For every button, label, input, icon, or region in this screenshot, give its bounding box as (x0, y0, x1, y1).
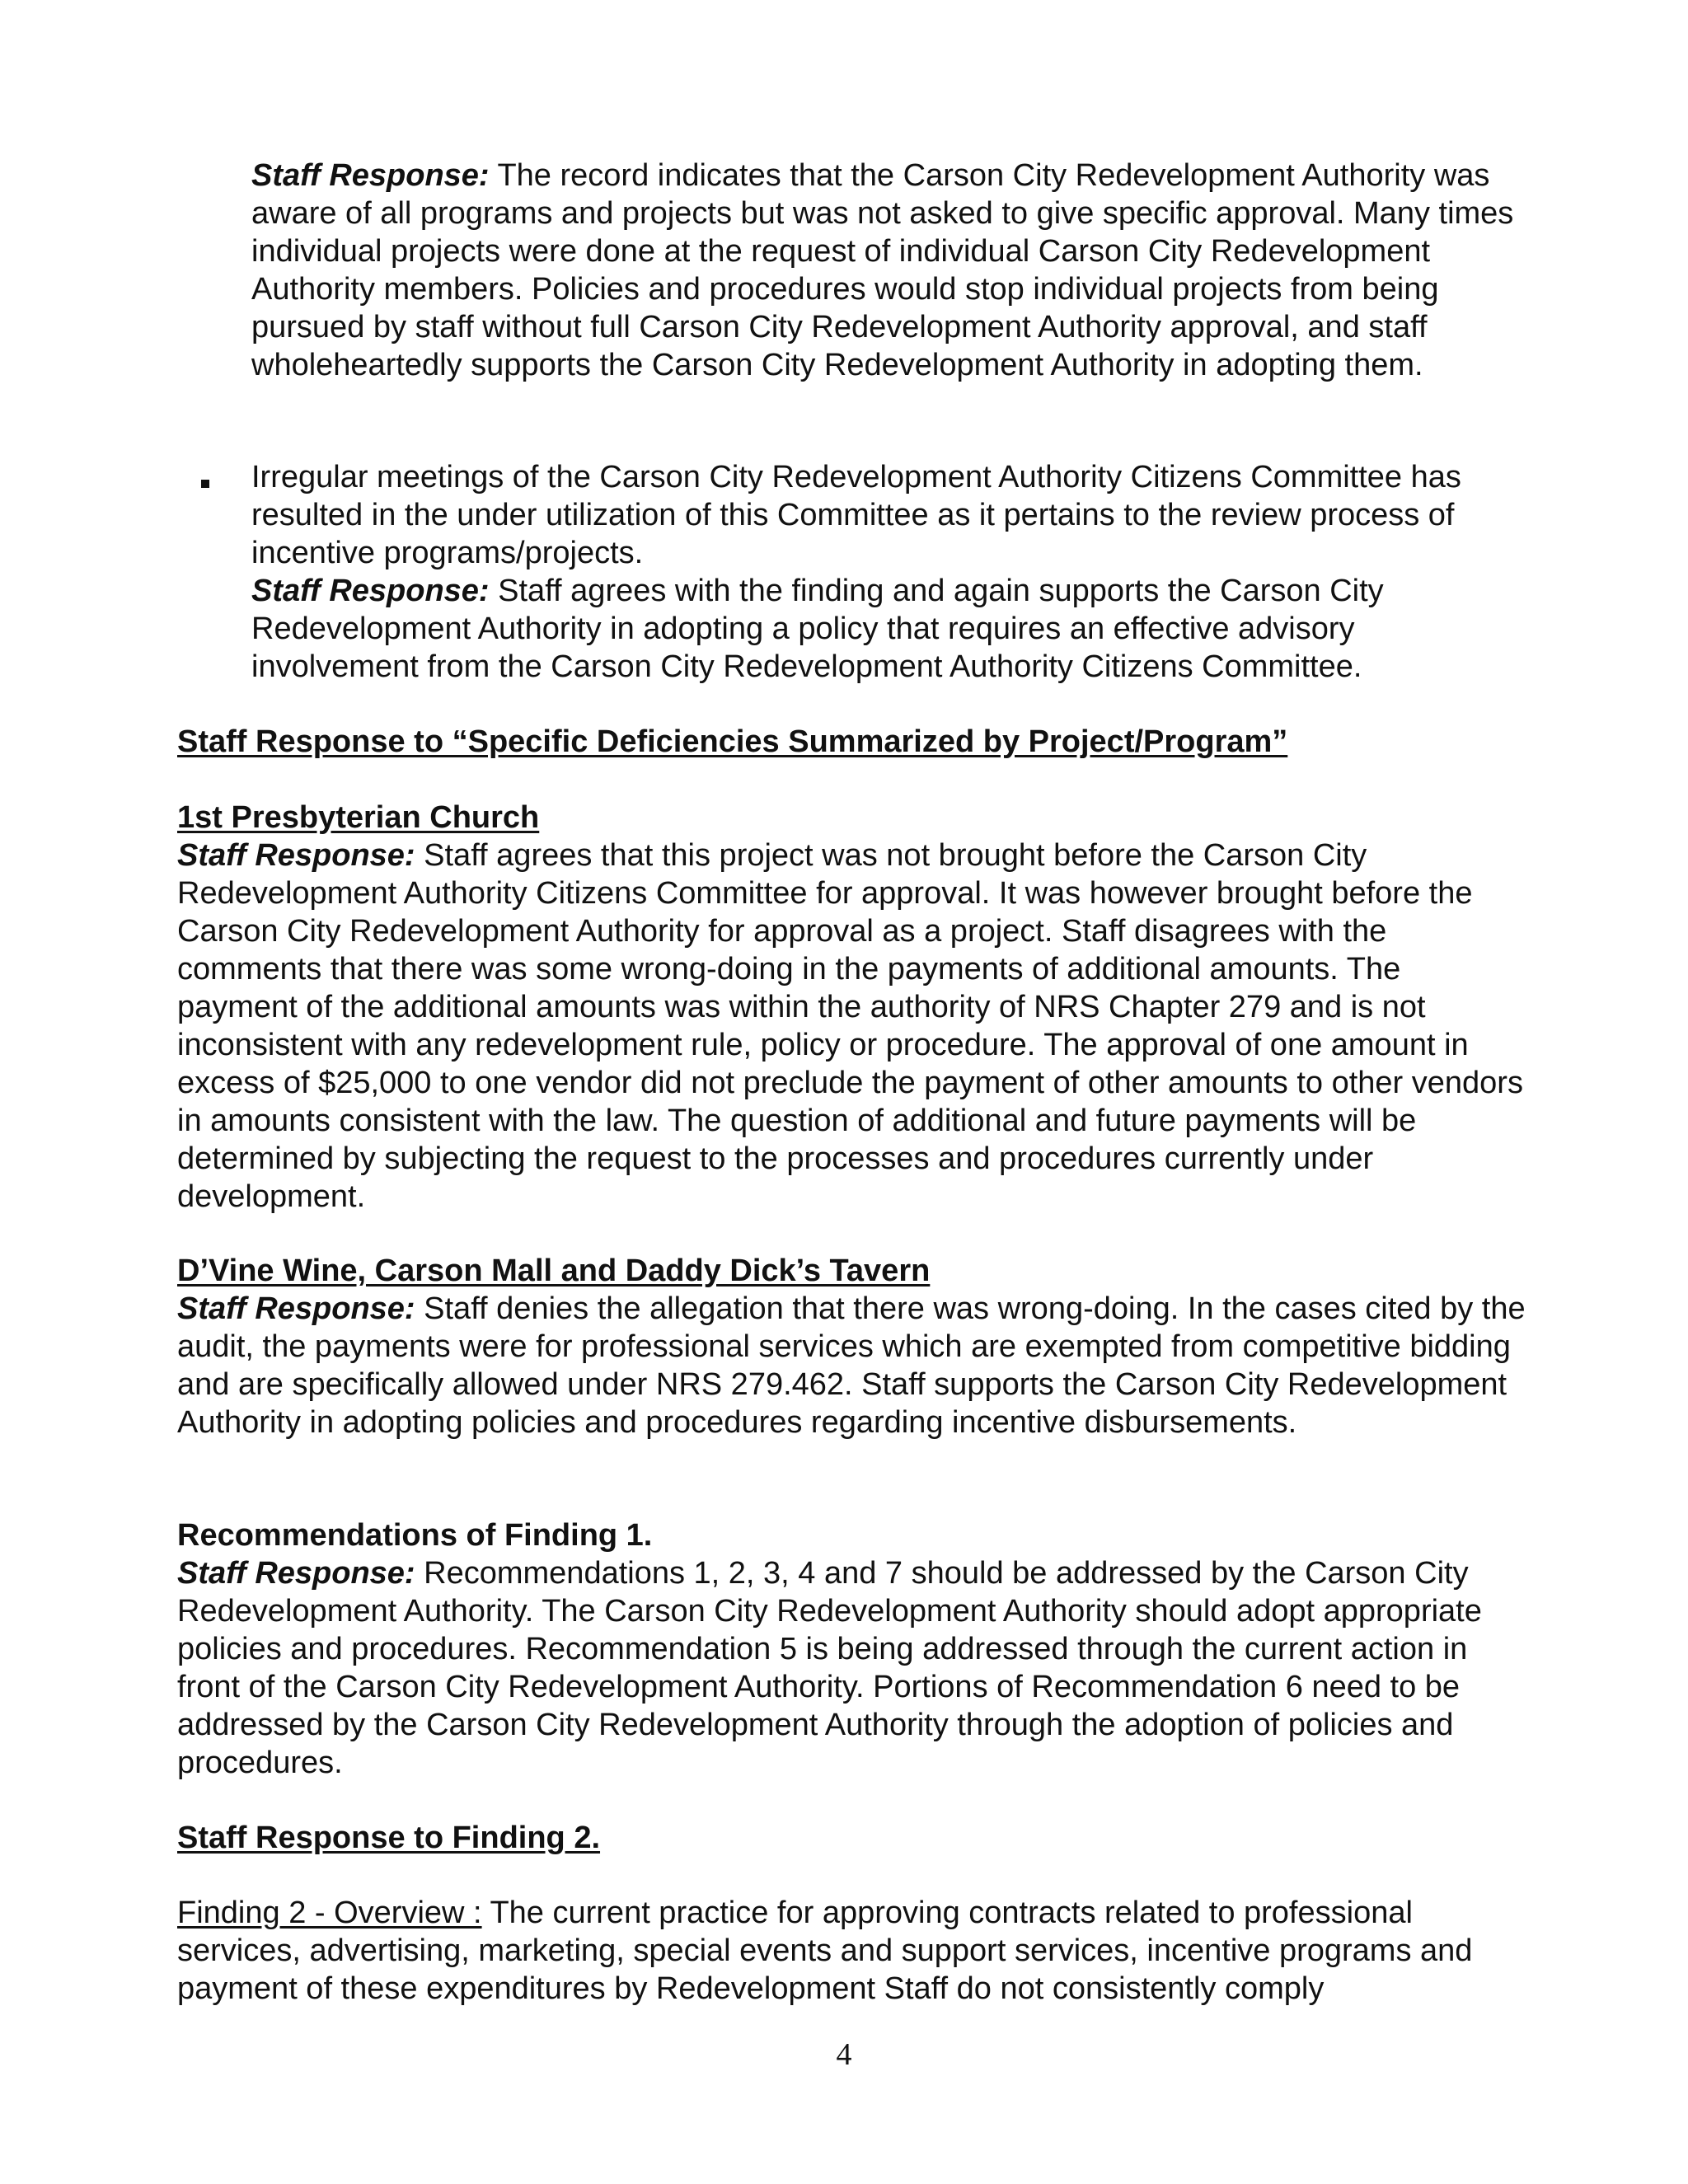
recommendations-heading: Recommendations of Finding 1. (177, 1518, 653, 1553)
finding2-overview-text: The current practice for approving contracts related to professional services, advertising, marketing, special events and support services, incentive programs and payment of these expenditures by Redevelopment Staff do not consistently comply (177, 1896, 1473, 2006)
staff-response-label: Staff Response: (177, 1291, 415, 1326)
section-heading-specific-deficiencies: Staff Response to “Specific Deficiencies Summarized by Project/Program” (177, 724, 1288, 759)
presbyterian-section (177, 799, 1529, 1216)
presbyterian-staff-response-paragraph (177, 837, 1529, 1216)
staff-response-text: The record indicates that the Carson City Redevelopment Authority was aware of all programs and projects but was not asked to give specific approval. Many times individual projects were done at the request of individual Carson City Redevelopment Authority members. Policies and procedures would stop individual projects from being pursued by staff without full Carson City Redevelopment Authority approval, and staff wholeheartedly supports the Carson City Redevelopment Authority in adopting them. (251, 158, 1514, 382)
recommendations-section (177, 1516, 1529, 1782)
staff-response-label: Staff Response: (251, 158, 490, 193)
finding2-heading: Staff Response to Finding 2. (177, 1821, 601, 1855)
top-staff-response-paragraph (251, 157, 1529, 384)
finding2-overview-paragraph (177, 1894, 1529, 2008)
staff-response-label: Staff Response: (177, 838, 415, 873)
bullet-item (251, 458, 1529, 686)
bullet-item-text: Irregular meetings of the Carson City Redevelopment Authority Citizens Committee has resulted in the under utilization of this Committee as it pertains to the review process of incentive programs/projects. (251, 460, 1461, 570)
dvine-heading: D’Vine Wine, Carson Mall and Daddy Dick’s Tavern (177, 1254, 931, 1288)
staff-response-text: Staff denies the allegation that there was wrong-doing. In the cases cited by the audit, the payments were for professional services which are exempted from competitive bidding and are specifically allowed under NRS 279.462. Staff supports the Carson City Redevelopment Authority in adopting policies and procedures regarding incentive disbursements. (177, 1291, 1526, 1440)
finding2-overview-label: Finding 2 - Overview : (177, 1896, 482, 1930)
staff-response-text: Staff agrees with the finding and again supports the Carson City Redevelopment Authority in adopting a policy that requires an effective advisory involvement from the Carson City Redevelopment Authority Citizens Committee. (251, 574, 1384, 684)
bullet-marker (201, 480, 209, 488)
dvine-section (177, 1252, 1529, 1441)
dvine-staff-response-paragraph (177, 1290, 1529, 1441)
page-number: 4 (836, 2037, 852, 2072)
bullet-staff-response-paragraph (251, 572, 1529, 686)
staff-response-label: Staff Response: (177, 1556, 415, 1591)
recommendations-staff-response-paragraph (177, 1554, 1529, 1782)
presbyterian-heading: 1st Presbyterian Church (177, 800, 540, 835)
staff-response-text: Staff agrees that this project was not brought before the Carson City Redevelopment Authority Citizens Committee for approval. It was however brought before the Carson City Redevelopment Authority for approval as a project. Staff disagrees with the comments that there was some wrong-doing in the payments of additional amounts. The payment of the additional amounts was within the authority of NRS Chapter 279 and is not inconsistent with any redevelopment rule, policy or procedure. The approval of one amount in excess of $25,000 to one vendor did not preclude the payment of other amounts to other vendors in amounts consistent with the law. The question of additional and future payments will be determined by subjecting the request to the processes and procedures currently under development. (177, 838, 1523, 1214)
staff-response-text: Recommendations 1, 2, 3, 4 and 7 should be addressed by the Carson City Redevelopment Authority. The Carson City Redevelopment Authority should adopt appropriate policies and procedures. Recommendation 5 is being addressed through the current action in front of the Carson City Redevelopment Authority. Portions of Recommendation 6 need to be addressed by the Carson City Redevelopment Authority through the adoption of policies and procedures. (177, 1556, 1482, 1780)
staff-response-label: Staff Response: (251, 574, 490, 608)
